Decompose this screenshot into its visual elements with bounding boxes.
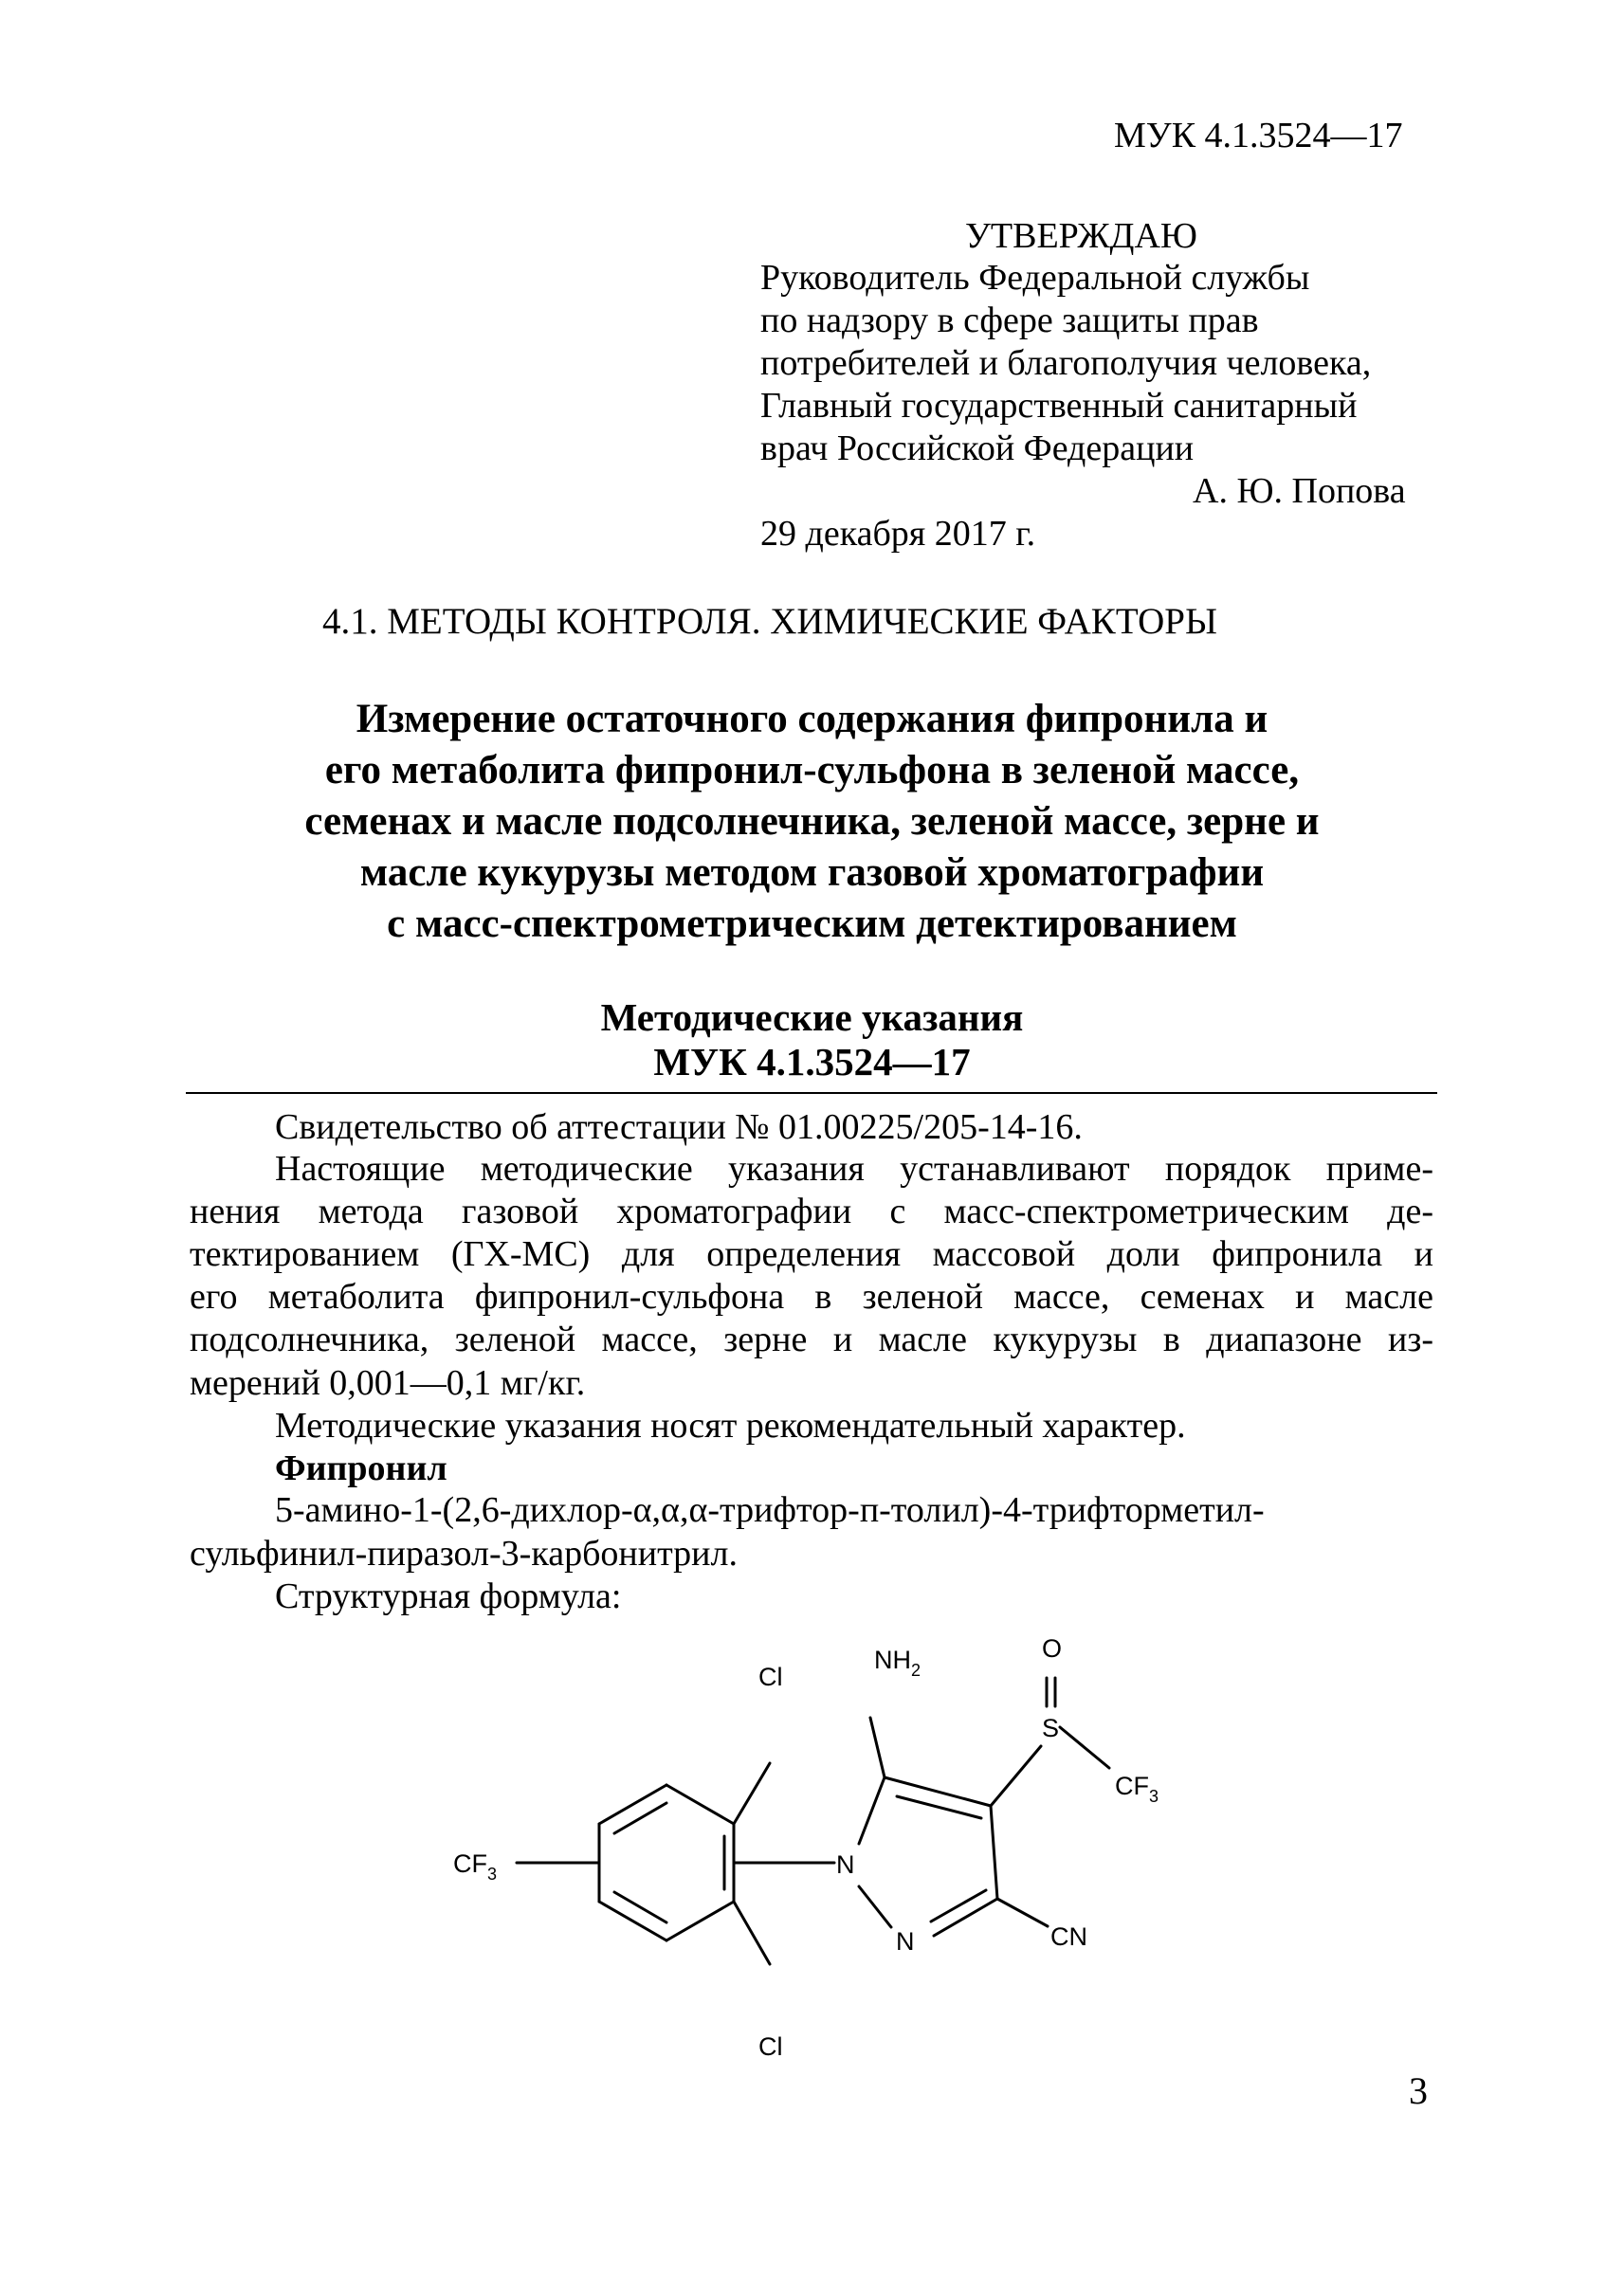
- approval-date: 29 декабря 2017 г.: [760, 514, 1036, 554]
- document-title-line: с масс-спектрометрическим детектированием: [387, 902, 1237, 946]
- oxygen-label: O: [1042, 1634, 1063, 1663]
- scope-paragraph-line: тектированием (ГХ-МС) для определения массовой доли фипронила и: [190, 1234, 1433, 1274]
- advisory-note: Методические указания носят рекомендательный характер.: [275, 1406, 1186, 1446]
- document-title-line: его метаболита фипронил-сульфона в зеленой массе,: [324, 748, 1300, 792]
- approval-signatory: А. Ю. Попова: [1193, 471, 1406, 511]
- fipronil-structural-formula: [436, 1621, 1159, 2067]
- formula-label: Структурная формула:: [275, 1576, 622, 1616]
- document-title-line: Измерение остаточного содержания фипронила и: [356, 697, 1268, 741]
- scope-paragraph-line: его метаболита фипронил-сульфона в зеленой массе, семенах и масле: [190, 1277, 1433, 1317]
- section-heading: 4.1. МЕТОДЫ КОНТРОЛЯ. ХИМИЧЕСКИЕ ФАКТОРЫ: [322, 601, 1217, 642]
- chlorine-bottom-label: Cl: [758, 2032, 783, 2061]
- page-number: 3: [1409, 2069, 1428, 2112]
- scope-paragraph-line: мерений 0,001—0,1 мг/кг.: [190, 1363, 586, 1403]
- trifluoromethyl-left-label: $CF_3$: [453, 1849, 498, 1884]
- approval-line: врач Российской Федерации: [760, 428, 1195, 468]
- certificate-line: Свидетельство об аттестации № 01.00225/205-14-16.: [275, 1107, 1083, 1147]
- amino-group-label: $NH_2$: [874, 1646, 921, 1680]
- iupac-name-line: 5-амино-1-(2,6-дихлор-α,α,α-трифтор-п-толил)-4-трифторметил-: [275, 1490, 1265, 1530]
- document-title-line: семенах и масле подсолнечника, зеленой массе, зерне и: [304, 799, 1320, 844]
- scope-paragraph-line: нения метода газовой хроматографии с масс-спектрометрическим де-: [190, 1192, 1433, 1231]
- document-code: МУК 4.1.3524—17: [653, 1040, 971, 1084]
- chlorine-top-label: Cl: [758, 1663, 783, 1691]
- scope-paragraph-line: Настоящие методические указания устанавливают порядок приме-: [275, 1149, 1433, 1189]
- approval-title: УТВЕРЖДАЮ: [965, 216, 1197, 256]
- pyrazole-n2-label: N: [896, 1927, 915, 1956]
- document-type: Методические указания: [600, 995, 1024, 1039]
- approval-line: Руководитель Федеральной службы: [760, 258, 1310, 298]
- approval-line: Главный государственный санитарный: [760, 386, 1358, 426]
- scope-paragraph-line: подсолнечника, зеленой массе, зерне и масле кукурузы в диапазоне из-: [190, 1320, 1433, 1359]
- nitrile-label: CN: [1050, 1922, 1087, 1951]
- iupac-name-line: сульфинил-пиразол-3-карбонитрил.: [190, 1534, 738, 1574]
- compound-name: Фипронил: [275, 1448, 447, 1488]
- document-title-line: масле кукурузы методом газовой хроматографии: [359, 850, 1265, 895]
- approval-line: по надзору в сфере защиты прав: [760, 301, 1259, 340]
- approval-line: потребителей и благополучия человека,: [760, 343, 1372, 383]
- pyrazole-n1-label: N: [836, 1850, 855, 1879]
- sulfur-label: S: [1042, 1714, 1060, 1742]
- header-doc-code: МУК 4.1.3524—17: [1114, 116, 1403, 155]
- trifluoromethyl-right-label: $CF_3$: [1115, 1772, 1159, 1806]
- title-divider: [186, 1092, 1437, 1094]
